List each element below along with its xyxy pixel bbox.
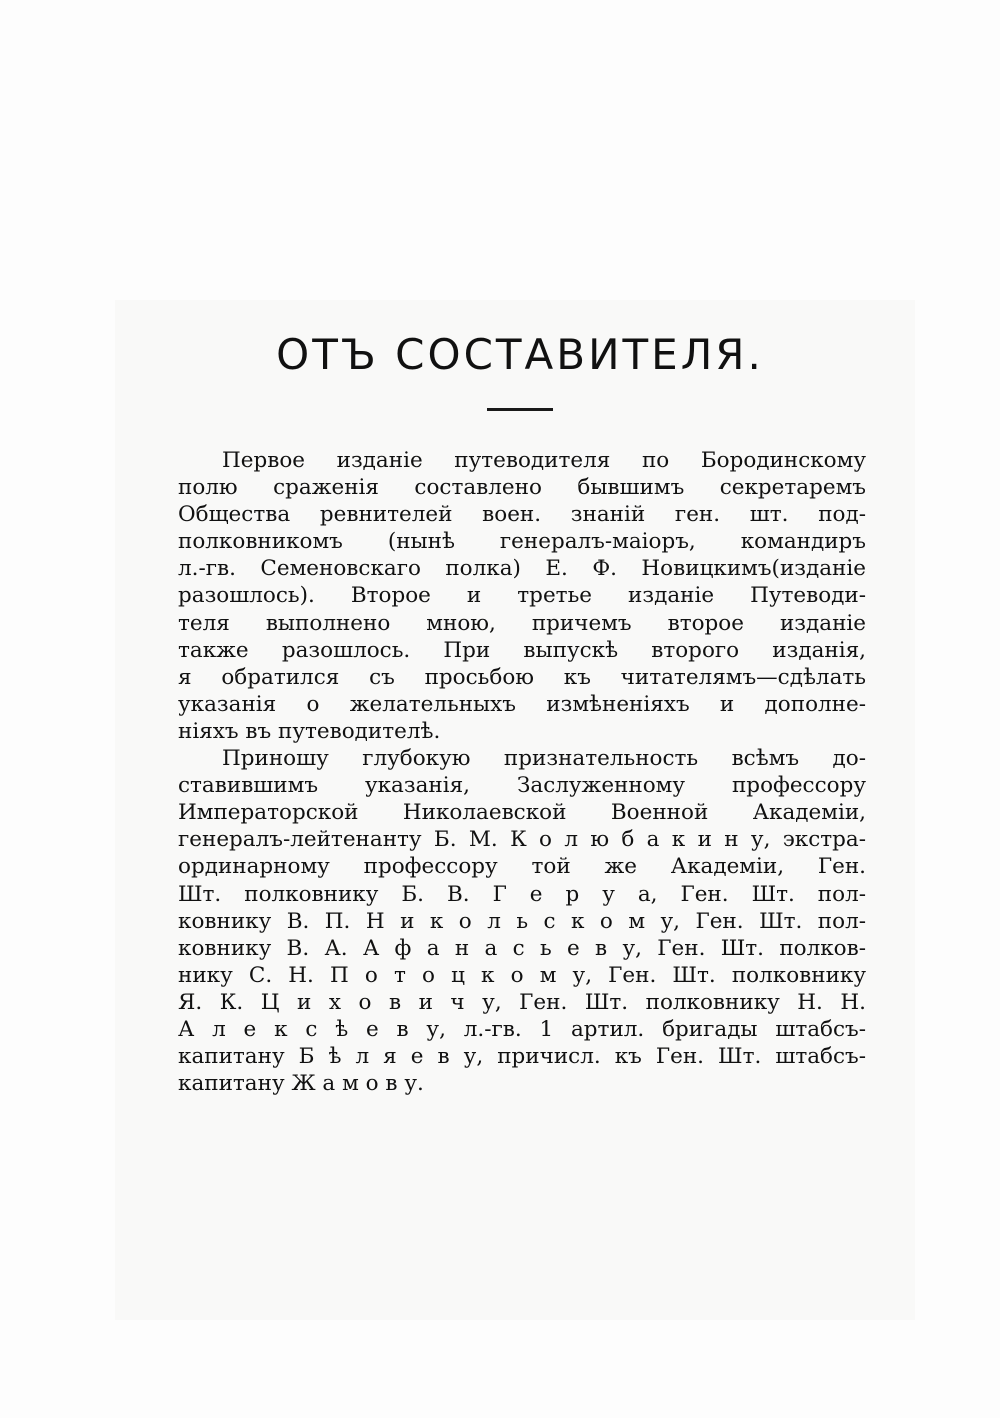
- text-line: Императорской Николаевской Военной Академіи,: [178, 800, 866, 826]
- page-title: ОТЪ СОСТАВИТЕЛЯ.: [276, 330, 764, 379]
- text-line: указанія о желательныхъ измѣненіяхъ и дополне-: [178, 691, 866, 717]
- text-line: ніяхъ въ путеводителѣ.: [178, 718, 441, 744]
- text-line: ковнику В. П. Н и к о л ь с к о м у, Ген. Шт. пол-: [178, 908, 866, 934]
- text-line: я обратился съ просьбою къ читателямъ—сдѣлать: [178, 664, 866, 690]
- text-line: нику С. Н. П о т о ц к о м у, Ген. Шт. полковнику: [178, 962, 866, 988]
- title-divider: [487, 408, 553, 411]
- text-line: полковникомъ (нынѣ генералъ-маіоръ, командиръ: [178, 529, 866, 555]
- text-line: А л е к с ѣ е в у, л.-гв. 1 артил. бригады штабсъ-: [178, 1016, 866, 1042]
- text-line: разошлось). Второе и третье изданіе Путеводи-: [178, 583, 866, 609]
- text-line: теля выполнено мною, причемъ второе изданіе: [178, 610, 866, 636]
- text-line: ставившимъ указанія, Заслуженному профессору: [178, 773, 866, 799]
- preface-text: [178, 447, 866, 1097]
- paragraph-first-edition: [178, 447, 866, 745]
- text-line: л.-гв. Семеновскаго полка) Е. Ф. Новицкимъ(изданіе: [178, 556, 866, 582]
- text-line: ковнику В. А. А ф а н а с ь е в у, Ген. Шт. полков-: [178, 935, 866, 961]
- text-line: Я. К. Ц и х о в и ч у, Ген. Шт. полковнику Н. Н.: [178, 989, 866, 1015]
- text-line: полю сраженія составлено бывшимъ секретаремъ: [178, 475, 866, 501]
- text-line: Приношу глубокую признательность всѣмъ до-: [222, 746, 866, 772]
- text-line: также разошлось. При выпускѣ второго изданія,: [178, 637, 866, 663]
- text-line: генералъ-лейтенанту Б. М. К о л ю б а к и н у, экстра-: [178, 827, 866, 853]
- text-line: капитану Ж а м о в у.: [178, 1071, 424, 1097]
- paragraph-acknowledgements: [178, 745, 866, 1097]
- text-line: Общества ревнителей воен. знаній ген. шт. под-: [178, 502, 866, 528]
- text-line: капитану Б ѣ л я е в у, причисл. къ Ген. Шт. штабсъ-: [178, 1044, 866, 1070]
- text-line: Шт. полковнику Б. В. Г е р у а, Ген. Шт. пол-: [178, 881, 866, 907]
- text-line: Первое изданіе путеводителя по Бородинскому: [222, 448, 866, 473]
- text-line: ординарному профессору той же Академіи, Ген.: [178, 854, 866, 880]
